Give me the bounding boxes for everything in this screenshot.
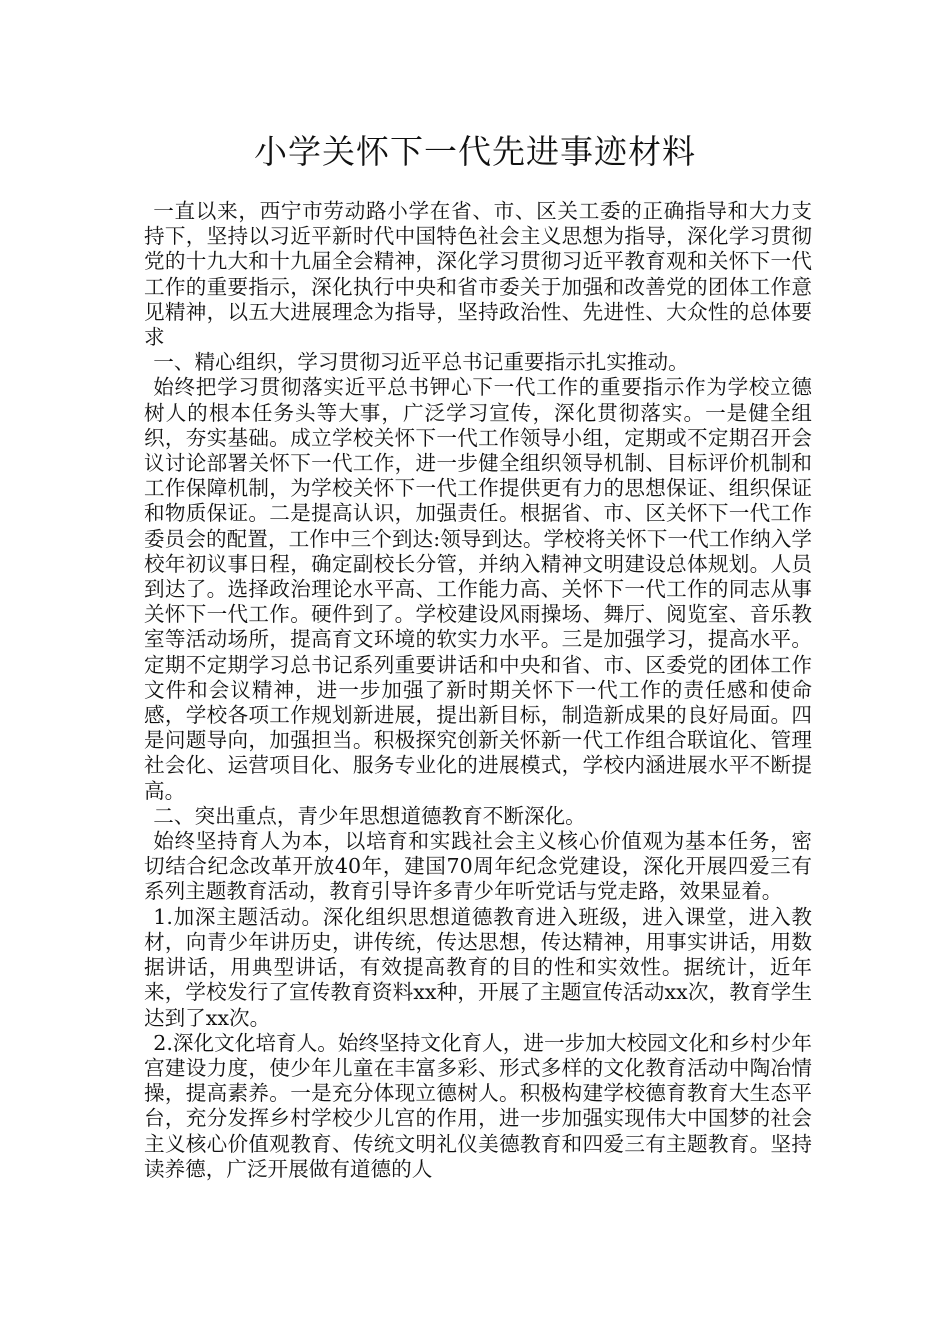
- section-2-item-2: 2.深化文化培育人。始终坚持文化育人，进一步加大校园文化和乡村少年宫建设力度，使少年儿童在丰富多彩、形式多样的文化教育活动中陶冶情操，提高素养。一是充分体现立德树人。积极构建学校德育教育大生态平台，充分发挥乡村学校少儿宫的作用，进一步加强实现伟大中国梦的社会主义核心价值观教育、传统文明礼仪美德教育和四爱三有主题教育。坚持读养德，广泛开展做有道德的人: [144, 1030, 812, 1181]
- section-1-paragraph: 始终把学习贯彻落实近平总书钾心下一代工作的重要指示作为学校立德树人的根本任务头等大事，广泛学习宣传，深化贯彻落实。一是健全组织，夯实基础。成立学校关怀下一代工作领导小组，定期或不定期召开会议讨论部署关怀下一代工作，进一步健全组织领导机制、目标评价机制和工作保障机制，为学校关怀下一代工作提供更有力的思想保证、组织保证和物质保证。二是提高认识，加强责任。根据省、市、区关怀下一代工作委员会的配置，工作中三个到达:领导到达。学校将关怀下一代工作纳入学校年初议事日程，确定副校长分管，并纳入精神文明建设总体规划。人员到达了。选择政治理论水平高、工作能力高、关怀下一代工作的同志从事关怀下一代工作。硬件到了。学校建设风雨操场、舞厅、阅览室、音乐教室等活动场所，提高育文环境的软实力水平。三是加强学习，提高水平。定期不定期学习总书记系列重要讲话和中央和省、市、区委党的团体工作文件和会议精神，进一步加强了新时期关怀下一代工作的责任感和使命感，学校各项工作规划新进展，提出新目标，制造新成果的良好局面。四是问题导向，加强担当。积极探究创新关怀新一代工作组合联谊化、管理社会化、运营项目化、服务专业化的进展模式，学校内涵进展水平不断提高。: [144, 375, 812, 803]
- section-heading-2: 二、突出重点，青少年思想道德教育不断深化。: [153, 803, 586, 828]
- section-2-paragraph: 始终坚持育人为本，以培育和实践社会主义核心价值观为基本任务，密切结合纪念改革开放40年，建国70周年纪念党建设，深化开展四爱三有系列主题教育活动，教育引导许多青少年听党话与党走路，效果显着。: [144, 829, 812, 904]
- section-heading-1: 一、精心组织，学习贯彻习近平总书记重要指示扎实推动。: [153, 350, 689, 375]
- intro-paragraph: 一直以来，西宁市劳动路小学在省、市、区关工委的正确指导和大力支持下，坚持以习近平新时代中国特色社会主义思想为指导，深化学习贯彻党的十九大和十九届全会精神，深化学习贯彻习近平教育观和关怀下一代工作的重要指示，深化执行中央和省市委关于加强和改善党的团体工作意见精神，以五大进展理念为指导，坚持政治性、先进性、大众性的总体要求: [144, 199, 812, 350]
- section-2-item-1: 1.加深主题活动。深化组织思想道德教育进入班级，进入课堂，进入教材，向青少年讲历史，讲传统，传达思想，传达精神，用事实讲话，用数据讲话，用典型讲话，有效提高教育的目的性和实效性。据统计，近年来，学校发行了宣传教育资料xx种，开展了主题宣传活动xx次，教育学生达到了xx次。: [144, 904, 812, 1030]
- document-body: [144, 199, 812, 1182]
- document-title: 小学关怀下一代先进事迹材料: [254, 132, 696, 171]
